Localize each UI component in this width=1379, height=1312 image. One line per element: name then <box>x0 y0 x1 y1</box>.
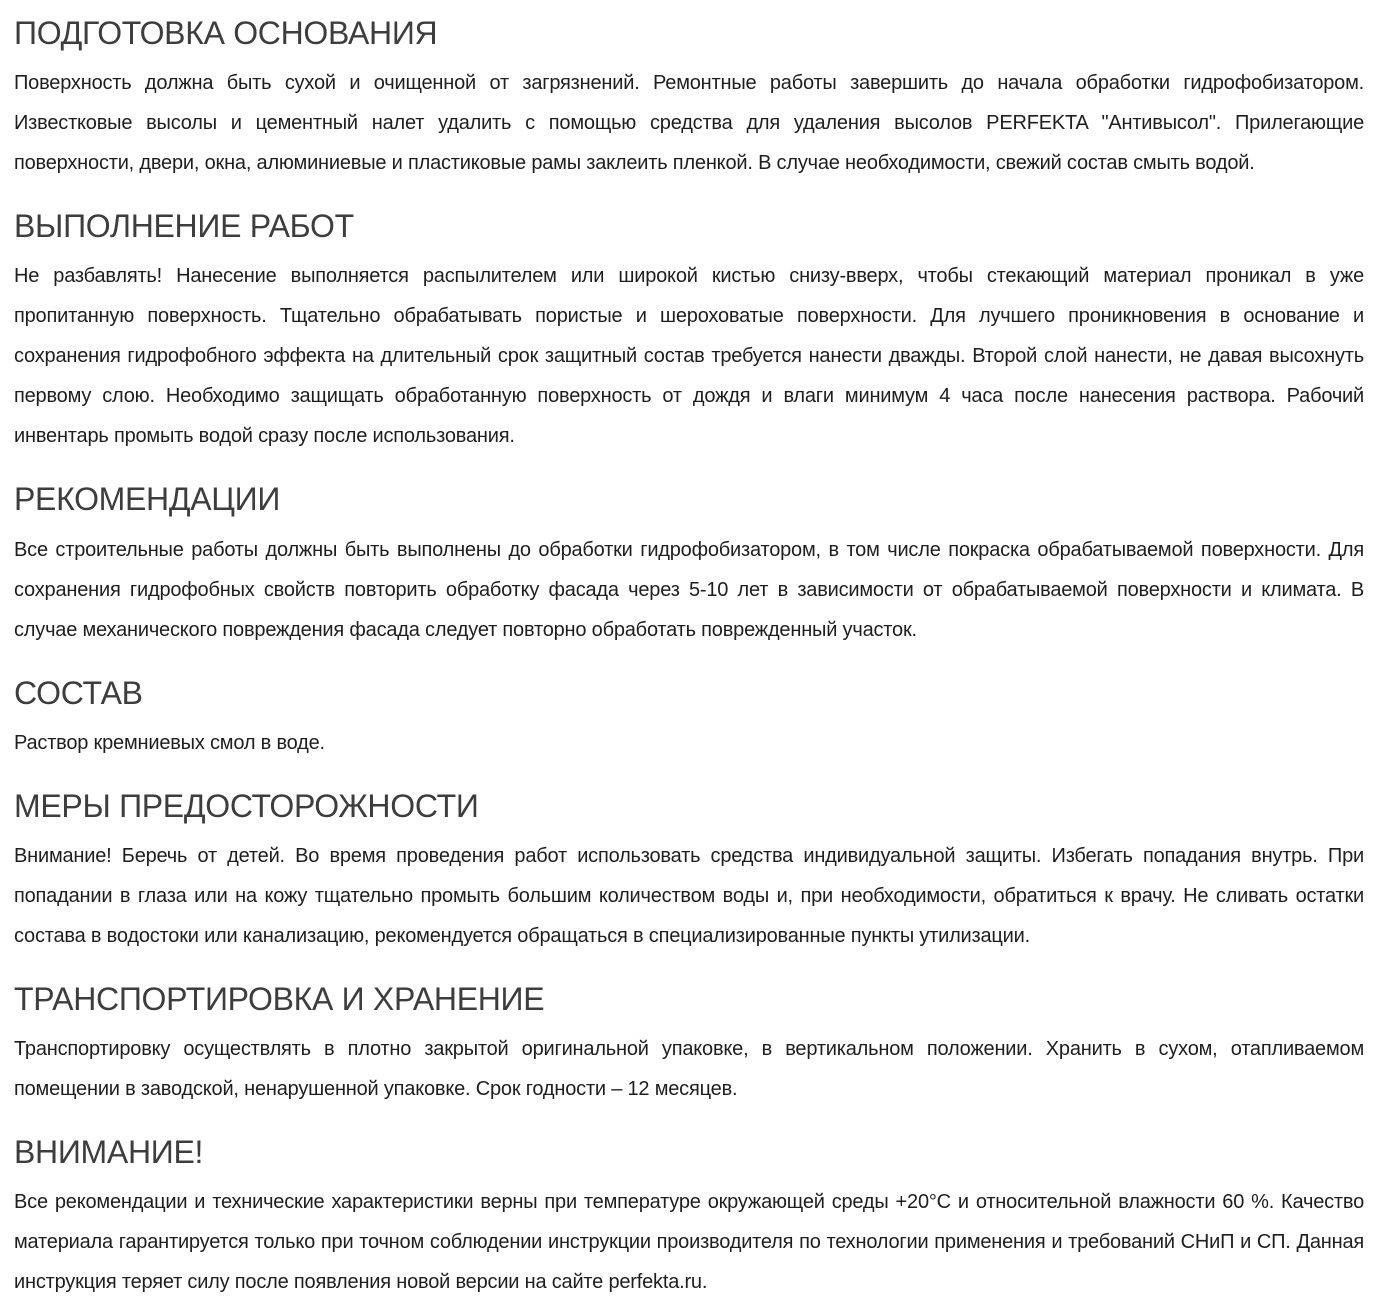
section-transport-storage <box>14 982 1364 1109</box>
section-heading-composition: СОСТАВ <box>14 674 143 711</box>
section-body-transport-storage: Транспортировку осуществлять в плотно закрытой оригинальной упаковке, в вертикальном положении. Хранить в сухом, отапливаемом помещении в заводской, ненарушенной упаковке. Срок годности – 12 месяцев. <box>14 1038 1364 1101</box>
section-work-execution <box>14 209 1364 456</box>
section-heading-attention: ВНИМАНИЕ! <box>14 1134 204 1171</box>
section-composition <box>14 676 1364 763</box>
section-recommendations <box>14 482 1364 649</box>
section-body-safety-precautions: Внимание! Беречь от детей. Во время проведения работ использовать средства индивидуальной защиты. Избегать попадания внутрь. При попадании в глаза или на кожу тщательно промыть большим количеством воды и, при необходимости, обратиться к врачу. Не сливать остатки состава в водостоки или канализацию, рекомендуется обращаться в специализированные пункты утилизации. <box>14 844 1364 947</box>
section-heading-transport-storage: ТРАНСПОРТИРОВКА И ХРАНЕНИЕ <box>14 980 545 1017</box>
section-body-work-execution: Не разбавлять! Нанесение выполняется распылителем или широкой кистью снизу-вверх, чтобы стекающий материал проникал в уже пропитанную поверхность. Тщательно обрабатывать пористые и шероховатые поверхности. Для лучшего проникновения в основание и сохранения гидрофобного эффекта на длительный срок защитный состав требуется нанести дважды. Второй слой нанести, не давая высохнуть первому слою. Необходимо защищать обработанную поверхность от дождя и влаги минимум 4 часа после нанесения раствора. Рабочий инвентарь промыть водой сразу после использования. <box>14 265 1364 448</box>
section-heading-surface-preparation: ПОДГОТОВКА ОСНОВАНИЯ <box>14 15 438 51</box>
section-body-recommendations: Все строительные работы должны быть выполнены до обработки гидрофобизатором, в том числе покраска обрабатываемой поверхности. Для сохранения гидрофобных свойств повторить обработку фасада через 5-10 лет в зависимости от обрабатываемой поверхности и климата. В случае механического повреждения фасада следует повторно обработать поврежденный участок. <box>14 538 1364 641</box>
section-heading-recommendations: РЕКОМЕНДАЦИИ <box>14 481 281 518</box>
section-safety-precautions <box>14 789 1364 956</box>
section-heading-safety-precautions: МЕРЫ ПРЕДОСТОРОЖНОСТИ <box>14 787 479 824</box>
section-surface-preparation <box>14 16 1364 183</box>
section-body-surface-preparation: Поверхность должна быть сухой и очищенной от загрязнений. Ремонтные работы завершить до начала обработки гидрофобизатором. Известковые высолы и цементный налет удалить с помощью средства для удаления высолов PERFEKTA "Антивысол". Прилегающие поверхности, двери, окна, алюминиевые и пластиковые рамы заклеить пленкой. В случае необходимости, свежий состав смыть водой. <box>14 72 1364 175</box>
section-body-composition: Раствор кремниевых смол в воде. <box>14 731 325 754</box>
section-body-attention: Все рекомендации и технические характеристики верны при температуре окружающей среды +20°С и относительной влажности 60 %. Качество материала гарантируется только при точном соблюдении инструкции производителя по технологии применения и требований СНиП и СП. Данная инструкция теряет силу после появления новой версии на сайте perfekta.ru. <box>14 1191 1364 1294</box>
section-attention <box>14 1135 1364 1302</box>
section-heading-work-execution: ВЫПОЛНЕНИЕ РАБОТ <box>14 208 354 245</box>
